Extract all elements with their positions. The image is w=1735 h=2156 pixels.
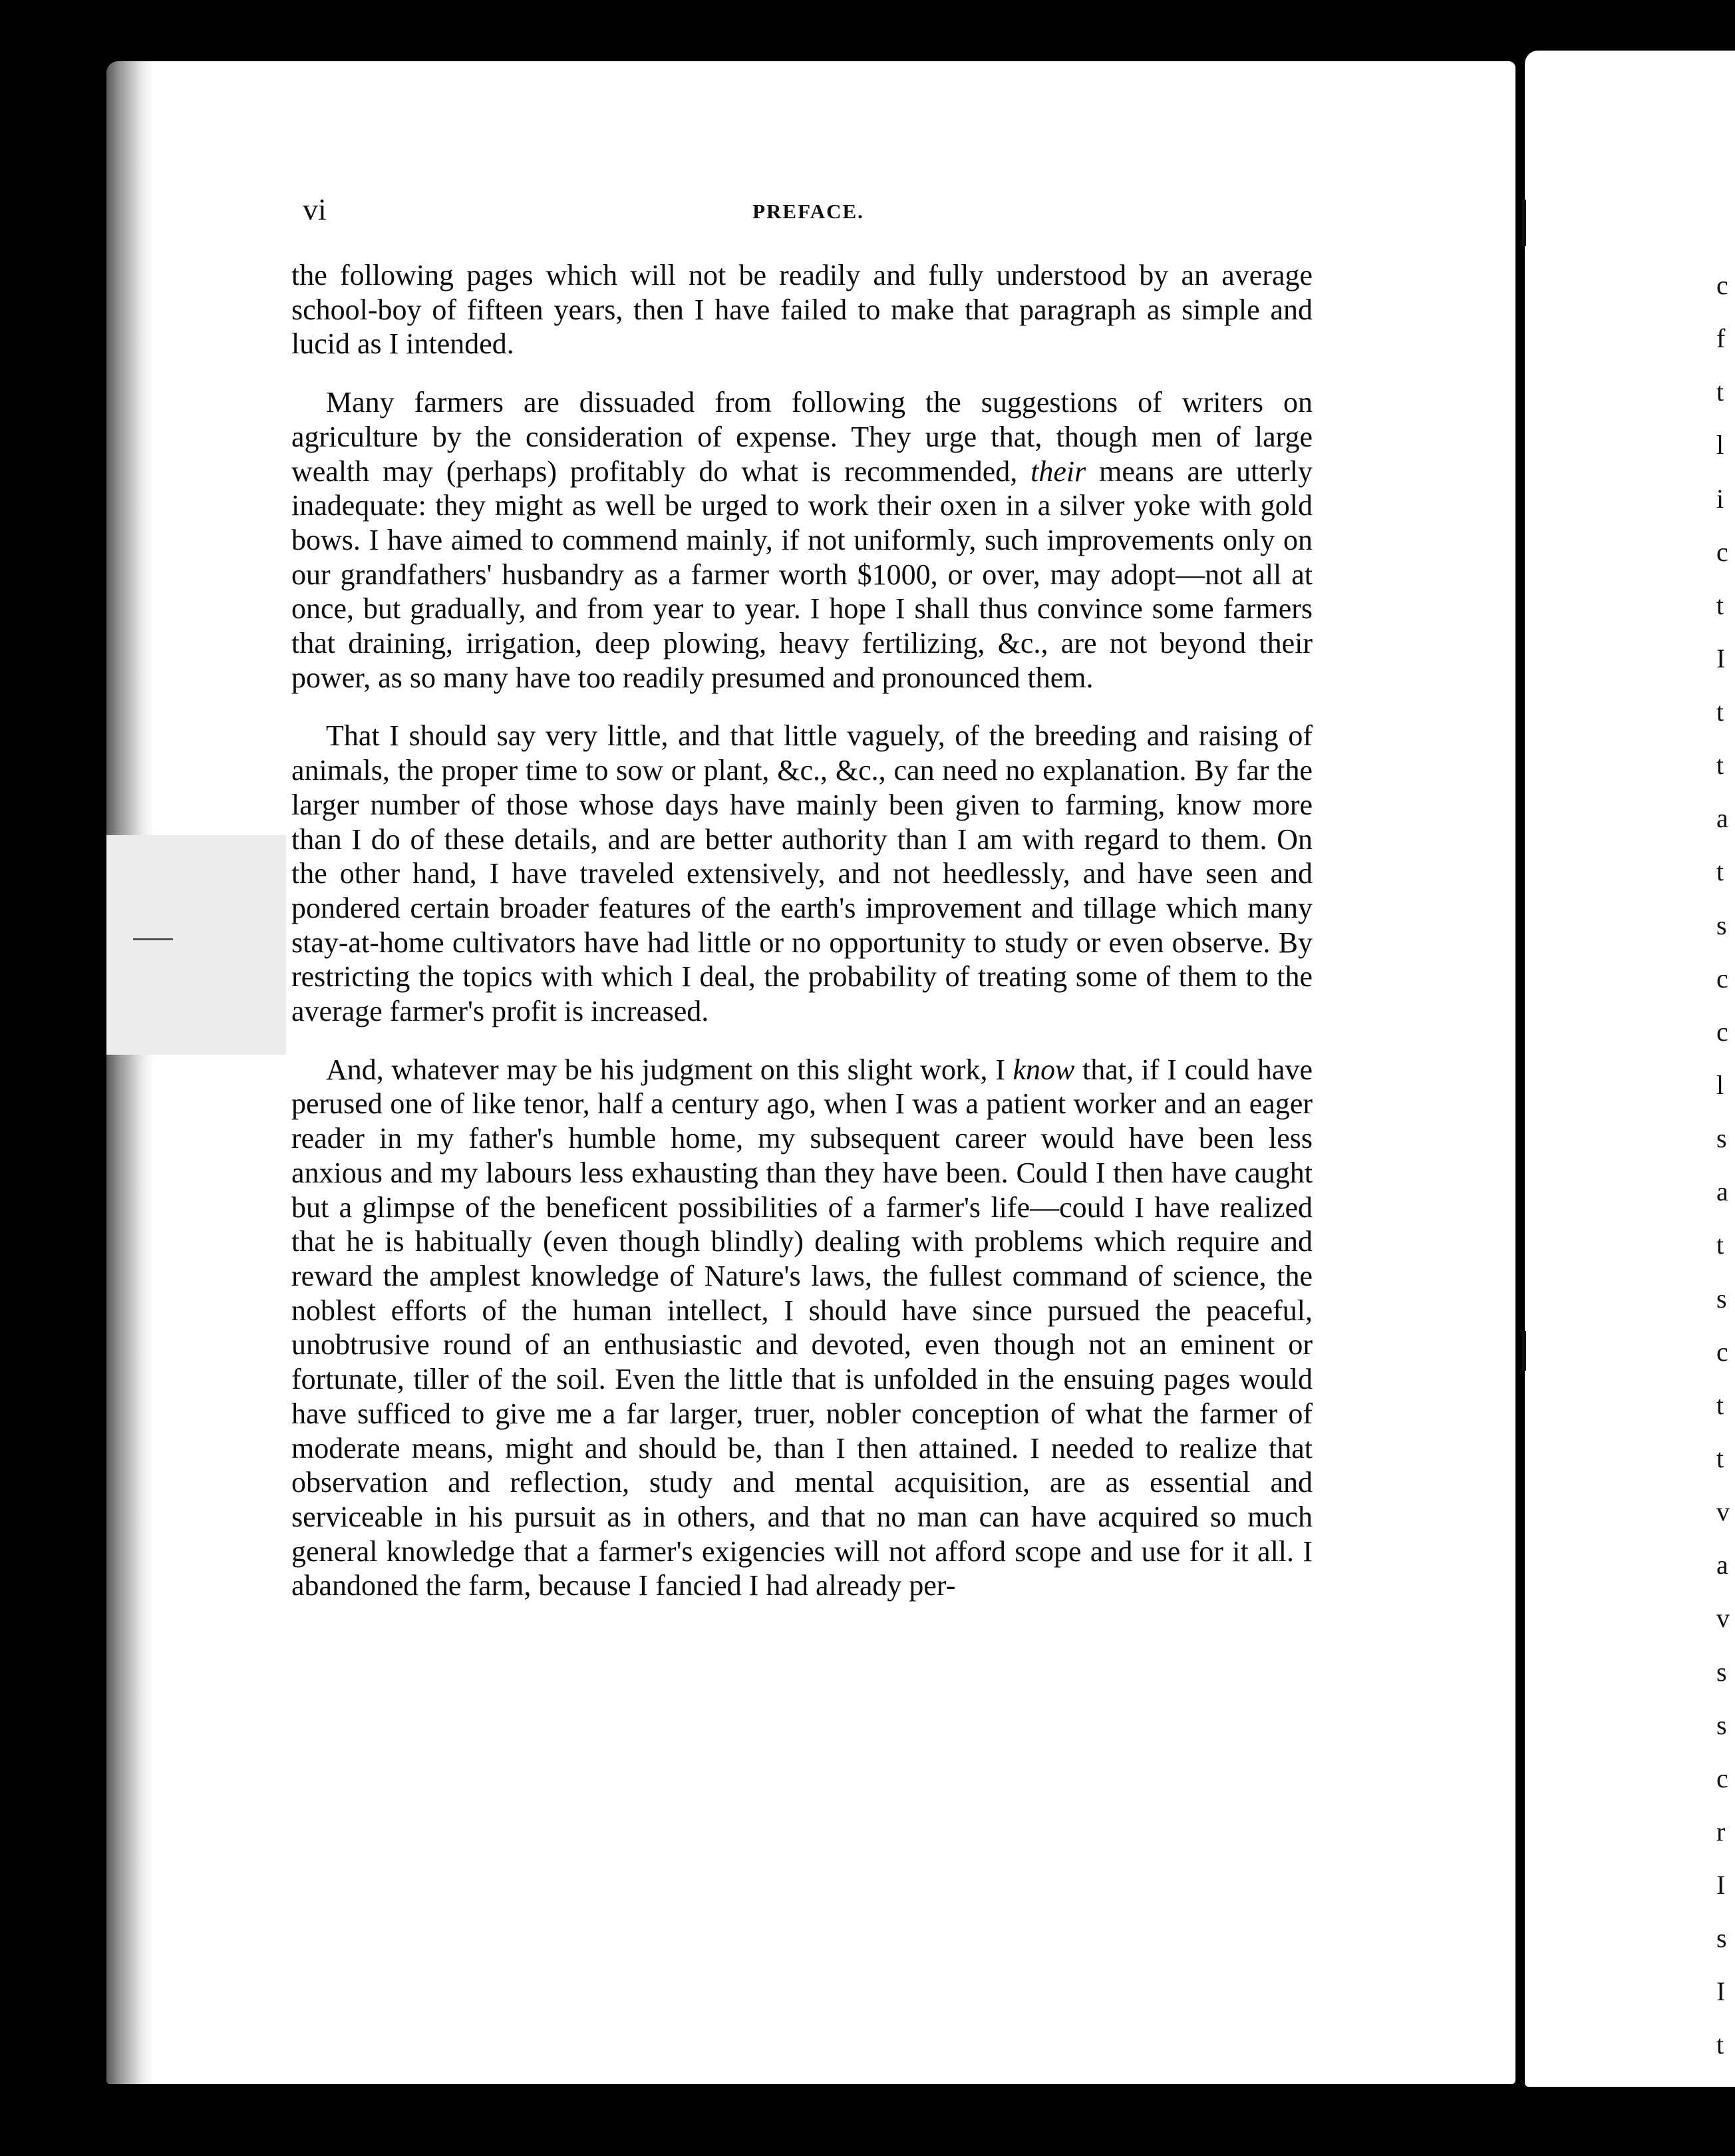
facing-page-fragment: t	[1716, 590, 1724, 620]
edge-mark	[1522, 200, 1526, 246]
margin-mark	[133, 938, 173, 940]
facing-page-fragment: l	[1716, 430, 1724, 460]
facing-page-fragment: t	[1716, 1443, 1724, 1473]
paragraph: Many farmers are dissuaded from following the suggestions of writers on agriculture by the consideration of expense. They urge that, though men of large wealth may (perhaps) profitably do what is recommended, their means are utterly inadequate: they might as well be urged to work their oxen in a silver yoke with gold bows. I have aimed to commend mainly, if not uniformly, such improvements only on our grandfathers' husbandry as a farmer worth $1000, or over, may adopt—not all at once, but gradually, and from year to year. I hope I shall thus convince some farmers that draining, irrigation, deep plowing, heavy fertilizing, &c., are not beyond their power, as so many have too readily presumed and pronounced them.	[291, 386, 1313, 694]
facing-page-fragment: l	[1716, 1070, 1724, 1101]
facing-page-fragment: r	[1716, 1816, 1726, 1847]
edge-mark	[1522, 1331, 1526, 1371]
emphasis: their	[1030, 454, 1086, 488]
paragraph: the following pages which will not be readily and fully understood by an average school-boy of fifteen years, then I have failed to make that paragraph as simple and lucid as I intended.	[291, 259, 1313, 361]
facing-page-fragment: s	[1716, 1709, 1727, 1740]
page-header	[303, 192, 1314, 232]
paragraph: That I should say very little, and that little vaguely, of the breeding and raising of animals, the proper time to sow or plant, &c., &c., can need no explanation. By far the larger number of those whose days have mainly been given to farming, know more than I do of these details, and are better authority than I am with regard to them. On the other hand, I have traveled extensively, and not heedlessly, and have seen and pondered certain broader features of the earth's improvement and tillage which many stay-at-home cultivators have had little or no opportunity to study or even observe. By restricting the topics with which I deal, the probability of treating some of them to the average farmer's profit is increased.	[291, 719, 1313, 1028]
facing-page-fragment: s	[1716, 1656, 1727, 1687]
facing-page-fragment: t	[1716, 2030, 1724, 2060]
facing-page-fragment: a	[1716, 1176, 1728, 1207]
facing-page-fragment: t	[1716, 1230, 1724, 1260]
facing-page-fragment: c	[1716, 963, 1728, 993]
page-gutter-shadow	[106, 61, 153, 2084]
facing-page-fragment: I	[1716, 1976, 1726, 2007]
body-text	[291, 258, 1313, 1627]
facing-page-fragment: c	[1716, 1763, 1728, 1793]
facing-page-fragment: c	[1716, 536, 1728, 567]
facing-page-fragment: c	[1716, 270, 1728, 300]
facing-page-fragment: c	[1716, 1336, 1728, 1367]
facing-page-fragment: a	[1716, 803, 1728, 834]
facing-page-fragment: I	[1716, 643, 1726, 673]
facing-page-fragment: v	[1716, 1603, 1730, 1634]
facing-page-fragment: i	[1716, 483, 1724, 514]
paragraph: And, whatever may be his judgment on this slight work, I know that, if I could have perused one of like tenor, half a century ago, when I was a patient worker and an eager reader in my father's humble home, my subsequent career would have been less anxious and my labours less exhausting than they have been. Could I then have caught but a glimpse of the beneficent possibilities of a farmer's life—could I have realized that he is habitually (even though blindly) dealing with problems which require and reward the amplest knowledge of Nature's laws, the fullest command of science, the noblest efforts of the human intellect, I should have since pursued the peaceful, unobtrusive round of an enthusiastic and devoted, even though not an eminent or fortunate, tiller of the soil. Even the little that is unfolded in the ensuing pages would have sufficed to give me a far larger, truer, nobler conception of what the farmer of moderate means, might and should be, than I then attained. I needed to realize that observation and reflection, study and mental acquisition, are as essential and serviceable in his pursuit as in others, and that no man can have acquired so much general knowledge that a farmer's exigencies will not afford scope and use for it all. I abandoned the farm, because I fancied I had already per-	[291, 1053, 1313, 1602]
facing-page-fragment: s	[1716, 910, 1727, 940]
facing-page-fragment: s	[1716, 1283, 1727, 1314]
facing-page-fragment: a	[1716, 1550, 1728, 1580]
facing-page-fragment: c	[1716, 1016, 1728, 1047]
facing-page-fragment: s	[1716, 1923, 1727, 1954]
facing-page-fragment: s	[1716, 1123, 1727, 1154]
facing-page-fragment: t	[1716, 856, 1724, 887]
facing-page-fragment: t	[1716, 1389, 1724, 1420]
emphasis: know	[1013, 1053, 1075, 1086]
facing-page-fragment: I	[1716, 1870, 1726, 1900]
facing-page-fragment: f	[1716, 323, 1726, 354]
facing-page-fragment: v	[1716, 1497, 1730, 1527]
running-head: PREFACE.	[752, 200, 864, 223]
facing-page-fragment: t	[1716, 750, 1724, 781]
facing-page	[1525, 51, 1735, 2087]
page-stain	[106, 835, 286, 1055]
page-number: vi	[303, 192, 327, 226]
facing-page-fragment: t	[1716, 377, 1724, 407]
facing-page-fragment: t	[1716, 697, 1724, 727]
